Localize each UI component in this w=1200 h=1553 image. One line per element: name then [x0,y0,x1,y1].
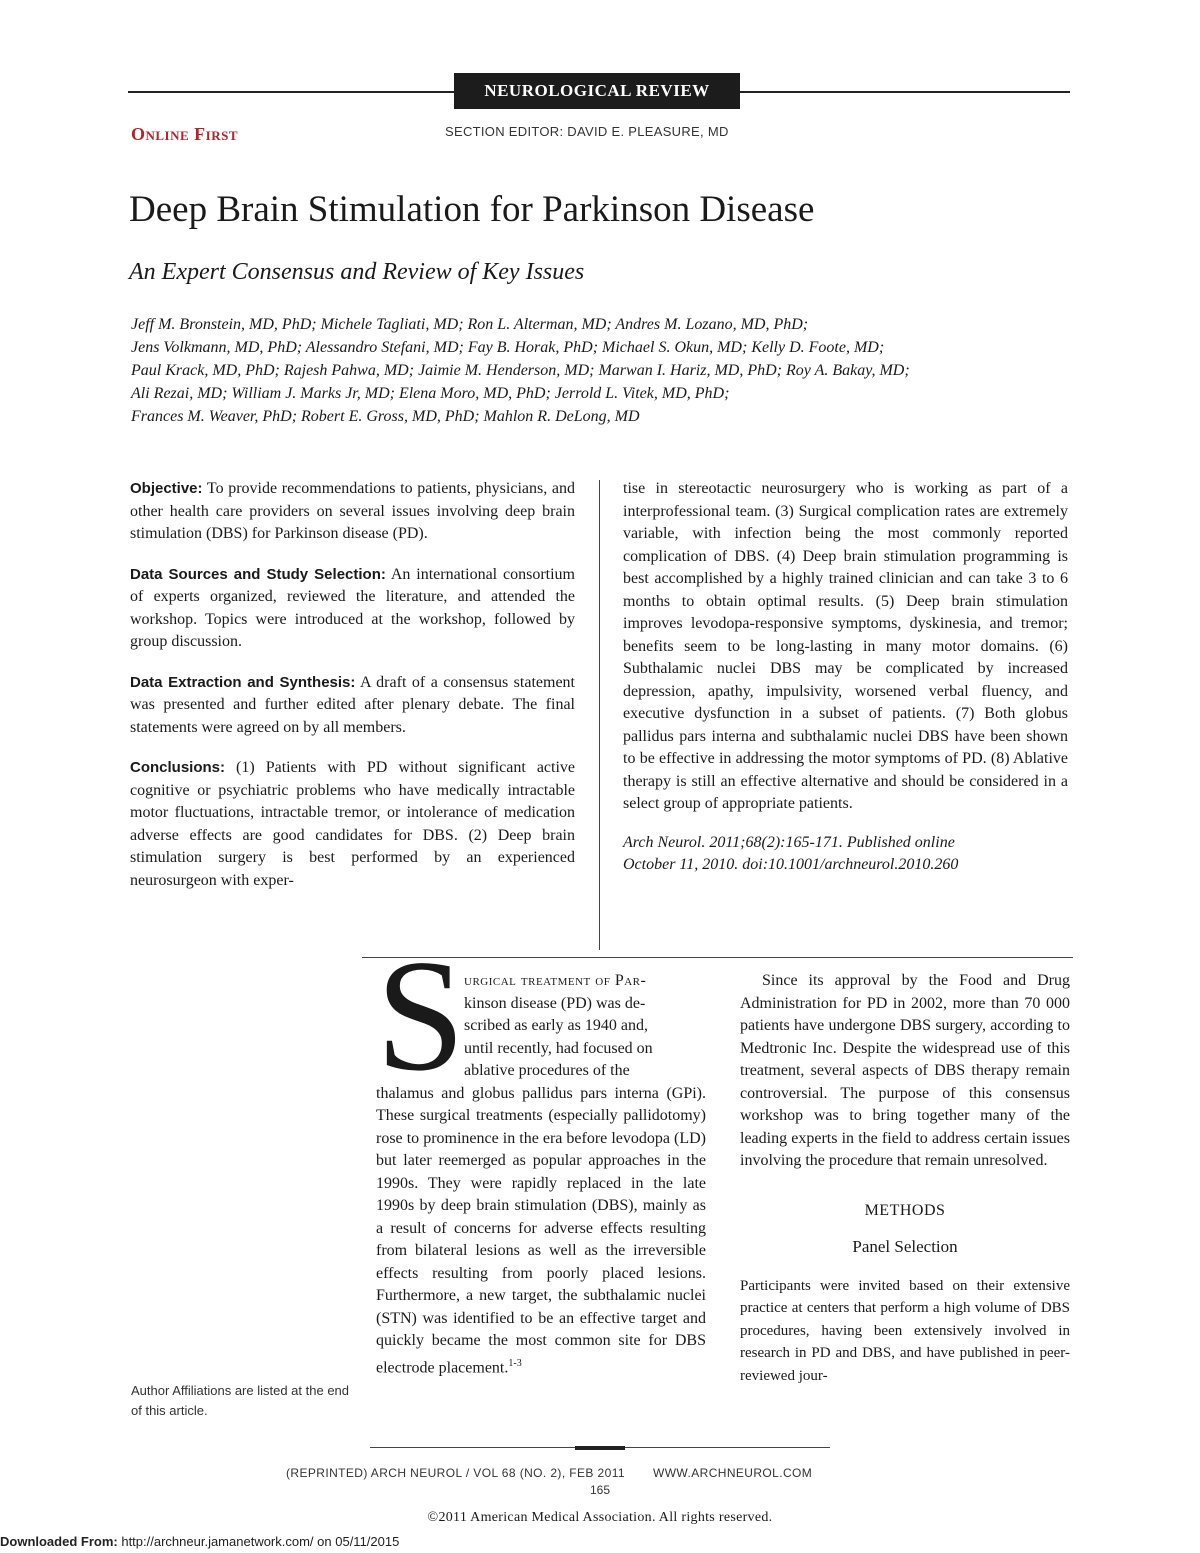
body-rule [362,957,1073,958]
section-label: NEUROLOGICAL REVIEW [454,73,740,109]
body-right-column [740,970,1070,1387]
intro-lines [464,970,706,993]
abstract-data-extraction [130,672,575,740]
conclusions-text-left: (1) Patients with PD without significant active cognitive or psychiatric problems who have medically intractable motor fluctuations, intractable tremor, or intolerance of medication adverse effects are good candidates for DBS. (2) Deep brain stimulation surgery is best performed by an experienced neurosurgeon with exper- [130,759,576,889]
citation-line: Arch Neurol. 2011;68(2):165-171. Published online [623,833,955,851]
body-middle-column [376,970,706,1379]
panel-selection-text: Participants were invited based on their extensive practice at centers that perform a high volume of DBS procedures, having been extensively involved in research in PD and DBS, and have published in peer-reviewed jour- [740,1277,1070,1384]
data-sources-label: Data Sources and Study Selection: [130,565,386,583]
intro-line: kinson disease (PD) was de- [464,994,646,1012]
paragraph-text: thalamus and globus pallidus pars interna (GPi). These surgical treatments (especially pallidotomy) rose to prominence in the era before levodopa (LD) but later reemerged as popular approaches in the 1990s. They were rapidly replaced in the late 1990s by deep brain stimulation (DBS), mainly as a result of concerns for adverse effects resulting from bilateral lesions as well as the irreversible effects resulting from poorly placed lesions. Furthermore, a new target, the subthalamic nuclei (STN) was identified to be an effective target and quickly became the most common site for DBS electrode placement. [376,1084,706,1376]
data-sources-text: An international consortium of experts organized, reviewed the literature, and attended the workshop. Topics were introduced at the workshop, followed by group discussion. [130,565,575,650]
abstract-right-column [623,478,1068,877]
article-subtitle: An Expert Consensus and Review of Key Issues [129,259,585,285]
journal-website: WWW.ARCHNEUROL.COM [652,1466,813,1480]
reference-superscript: 1-3 [508,1357,522,1369]
objective-text: To provide recommendations to patients, physicians, and other health care providers on several issues involving deep brain stimulation (DBS) for Parkinson disease (PD). [130,480,575,542]
author-line: Jens Volkmann, MD, PhD; Alessandro Stefani, MD; Fay B. Horak, PhD; Michael S. Okun, MD; Kelly D. Foote, MD; [131,339,885,356]
data-extraction-label: Data Extraction and Synthesis: [130,673,356,691]
download-notice [0,1534,399,1549]
paragraph [376,1083,706,1380]
conclusions-label: Conclusions: [130,759,226,776]
abstract-divider [599,480,600,950]
author-line: Ali Rezai, MD; William J. Marks Jr, MD; Elena Moro, MD, PhD; Jerrold L. Vitek, MD, PhD; [131,385,730,402]
paragraph: Since its approval by the Food and Drug Administration for PD in 2002, more than 70 000 patients have undergone DBS surgery, according to Medtronic Inc. Despite the widespread use of this treatment, several aspects of DBS therapy remain controversial. The purpose of this consensus workshop was to bring together many of the leading experts in the field to address certain issues involving the procedure that remain unresolved. [740,972,1070,1169]
abstract-objective [130,478,575,546]
intro-line: urgical treatment of Par- [464,972,647,989]
objective-label: Objective: [130,480,203,497]
page-number: 165 [590,1483,611,1497]
author-line: Frances M. Weaver, PhD; Robert E. Gross, MD, PhD; Mahlon R. DeLong, MD [131,408,640,425]
download-label: Downloaded From: [0,1534,118,1549]
abstract-conclusions [130,757,575,892]
author-affiliations-note: Author Affiliations are listed at the end of this article. [131,1383,350,1418]
article-title: Deep Brain Stimulation for Parkinson Disease [129,189,815,230]
citation-line: October 11, 2010. doi:10.1001/archneurol.2010.260 [623,856,959,873]
conclusions-text-right: tise in stereotactic neurosurgery who is working as part of a interprofessional team. (3) Surgical complication rates are extremely variable, with infection being the most commonly reported complication of DBS. (4) Deep brain stimulation programming is best accomplished by a highly trained clinician and can take 3 to 6 months to obtain optimal results. (5) Deep brain stimulation improves levodopa-responsive symptoms, dyskinesia, and tremor; benefits seem to be long-lasting in many motor domains. (6) Subthalamic nuclei DBS may be complicated by increased depression, apathy, impulsivity, worsened verbal fluency, and executive dysfunction in a subset of patients. (7) Both globus pallidus pars interna and subthalamic nuclei DBS have been shown to be effective in addressing the motor symptoms of PD. (8) Ablative therapy is still an effective alternative and should be considered in a select group of appropriate patients. [623,480,1068,812]
data-extraction-text: A draft of a consensus statement was presented and further edited after plenary debate. The final statements were agreed on by all members. [130,673,575,736]
drop-cap: S [376,926,465,1104]
online-first-label: Online First [131,124,239,144]
citation [623,832,1068,877]
intro-line: scribed as early as 1940 and, [464,1017,648,1034]
abstract-data-sources [130,564,575,654]
abstract-left-column [130,478,575,910]
intro-line: ablative procedures of the [464,1062,630,1079]
intro-lines-rest [464,993,706,1083]
author-list [131,313,1071,428]
journal-reference: (REPRINTED) ARCH NEUROL / VOL 68 (NO. 2), FEB 2011 [286,1466,625,1480]
author-line: Paul Krack, MD, PhD; Rajesh Pahwa, MD; Jaimie M. Henderson, MD; Marwan I. Hariz, MD, PhD; Roy A. Bakay, MD; [131,362,910,379]
author-line: Jeff M. Bronstein, MD, PhD; Michele Tagliati, MD; Ron L. Alterman, MD; Andres M. Lozano, MD, PhD; [131,316,809,333]
copyright: ©2011 American Medical Association. All rights reserved. [427,1510,773,1525]
section-editor: SECTION EDITOR: DAVID E. PLEASURE, MD [445,124,729,139]
intro-line: until recently, had focused on [464,1039,653,1057]
methods-heading: METHODS [864,1201,946,1219]
download-url: http://archneur.jamanetwork.com/ on 05/11/2015 [121,1534,400,1549]
footer-rule-accent [575,1446,625,1450]
panel-selection-heading: Panel Selection [852,1237,958,1256]
footer-reference [286,1466,812,1480]
